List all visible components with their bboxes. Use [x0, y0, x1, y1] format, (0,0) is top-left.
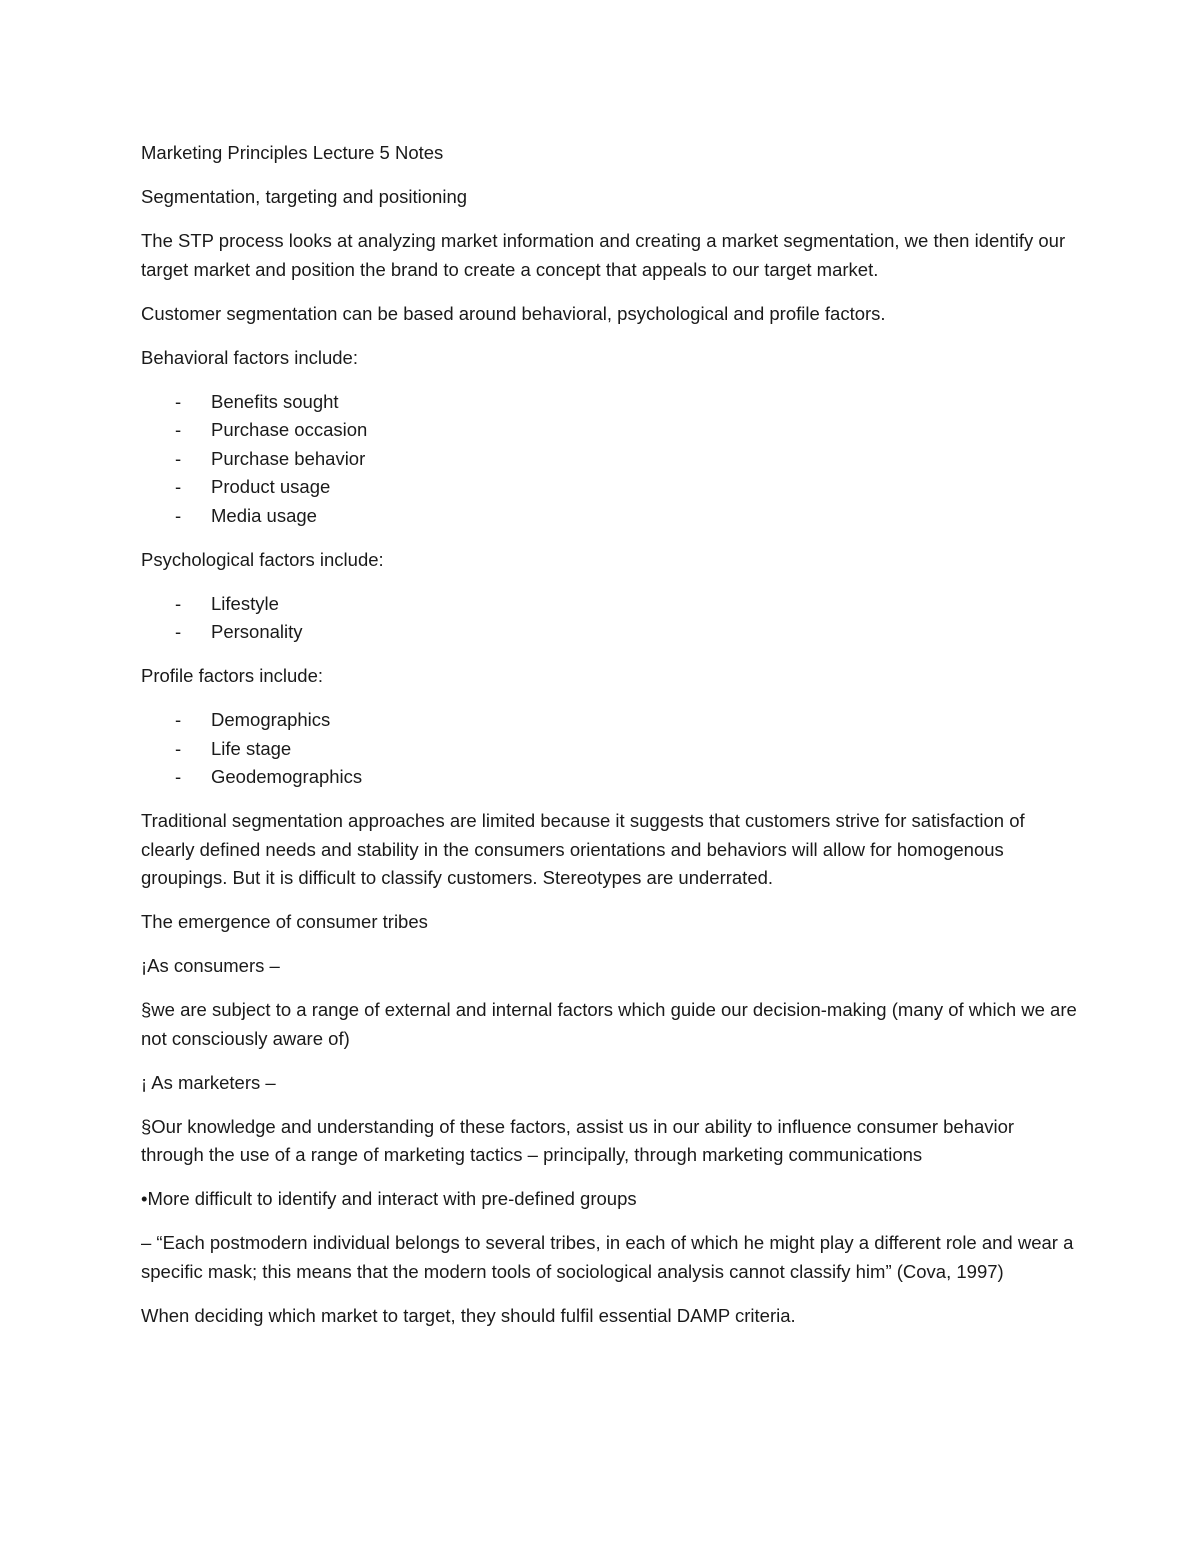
document-title: Marketing Principles Lecture 5 Notes: [141, 142, 444, 163]
behavioral-heading: Behavioral factors include:: [141, 346, 358, 368]
list-item: - Geodemographics: [141, 763, 1081, 792]
list-item: - Media usage: [141, 502, 1081, 531]
stp-intro-paragraph: The STP process looks at analyzing market information and creating a market segmentation, we then identify our target market and position the brand to create a concept that appeals to our target market.: [141, 230, 1066, 280]
list-marker: -: [175, 476, 182, 497]
segmentation-basis-paragraph: Customer segmentation can be based around behavioral, psychological and profile factors.: [141, 302, 886, 324]
marketers-detail-paragraph: §Our knowledge and understanding of these factors, assist us in our ability to influence consumer behavior through the use of a range of marketing tactics – principally, through marketing communications: [141, 1115, 1015, 1165]
list-item: - Demographics: [141, 706, 1081, 735]
consumers-detail-paragraph: §we are subject to a range of external and internal factors which guide our decision-making (many of which we are not consciously aware of): [141, 999, 1077, 1049]
list-marker: -: [175, 766, 182, 787]
traditional-limits-paragraph: Traditional segmentation approaches are limited because it suggests that customers strive for satisfaction of clearly defined needs and stability in the consumers orientations and behaviors will allow for homogenous groupings. But it is difficult to classify customers. Stereotypes are underrated.: [141, 810, 1025, 888]
list-item: - Life stage: [141, 735, 1081, 764]
list-item: - Purchase occasion: [141, 416, 1081, 445]
document-page: [141, 139, 1081, 1346]
psychological-list: [141, 590, 1081, 647]
list-item: - Purchase behavior: [141, 445, 1081, 474]
document-subtitle: Segmentation, targeting and positioning: [141, 186, 468, 207]
list-marker: -: [175, 592, 182, 614]
list-marker: -: [175, 621, 182, 642]
as-marketers-line: ¡ As marketers –: [141, 1071, 276, 1093]
cova-quote-paragraph: – “Each postmodern individual belongs to several tribes, in each of which he might play a different role and wear a specific mask; this means that the modern tools of sociological analysis cannot classify him” (Cova, 1997): [141, 1232, 1074, 1282]
damp-criteria-paragraph: When deciding which market to target, they should fulfil essential DAMP criteria.: [141, 1304, 796, 1326]
list-item: - Personality: [141, 618, 1081, 647]
list-marker: -: [175, 737, 182, 759]
list-marker: -: [175, 447, 182, 469]
list-item: - Benefits sought: [141, 388, 1081, 417]
psychological-heading: Psychological factors include:: [141, 548, 384, 570]
list-item: - Lifestyle: [141, 590, 1081, 619]
tribes-heading: The emergence of consumer tribes: [141, 911, 428, 932]
as-consumers-line: ¡As consumers –: [141, 955, 280, 976]
list-marker: -: [175, 709, 182, 730]
profile-heading: Profile factors include:: [141, 665, 324, 686]
list-marker: -: [175, 419, 182, 440]
difficult-groups-line: •More difficult to identify and interact with pre-defined groups: [141, 1188, 637, 1209]
list-marker: -: [175, 390, 182, 412]
profile-list: [141, 706, 1081, 792]
list-item: - Product usage: [141, 473, 1081, 502]
behavioral-list: [141, 388, 1081, 531]
list-marker: -: [175, 504, 182, 526]
